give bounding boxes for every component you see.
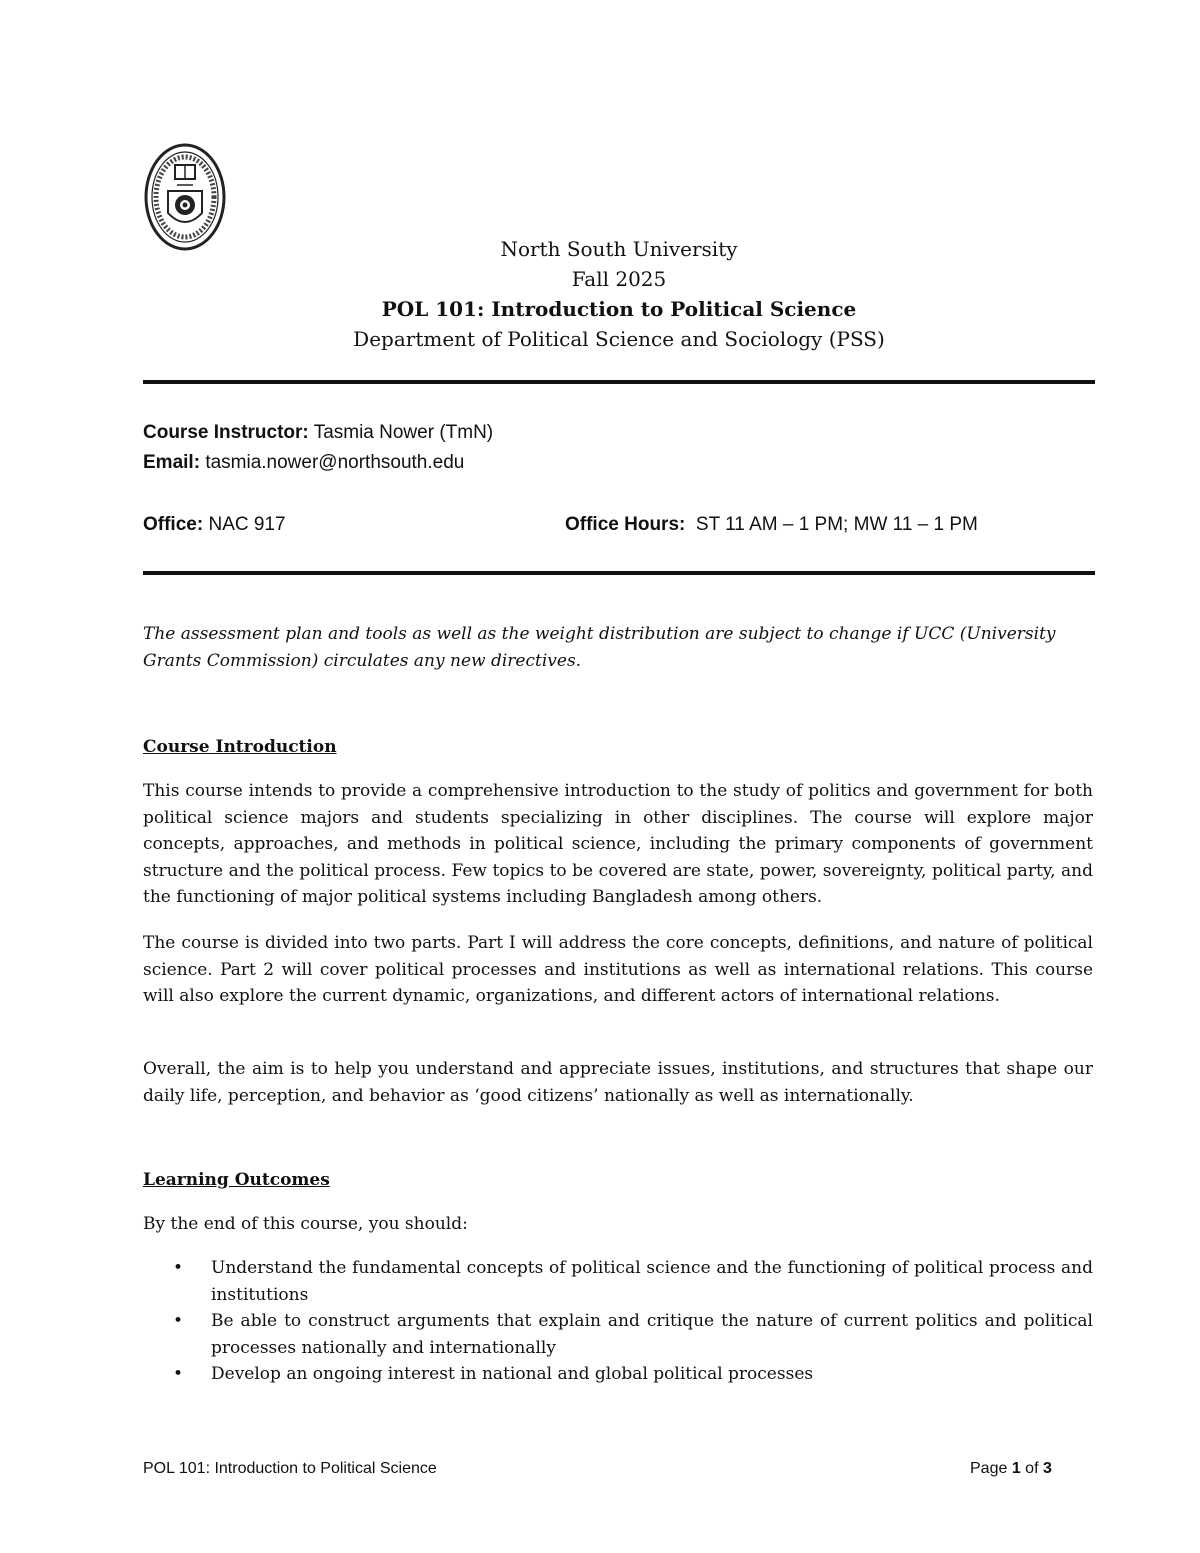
email-line bbox=[143, 452, 464, 474]
total-pages: 3 bbox=[1042, 1460, 1052, 1477]
office-hours-line bbox=[565, 514, 978, 536]
bullet-icon: • bbox=[173, 1364, 184, 1384]
list-item bbox=[143, 1308, 1093, 1361]
intro-paragraph-3: Overall, the aim is to help you understand and appreciate issues, institutions, and structures that shape our daily life, perception, and behavior as ‘good citizens’ nationally as well as internationally. bbox=[143, 1059, 1093, 1106]
bullet-icon: • bbox=[173, 1311, 184, 1331]
footer-course-title: POL 101: Introduction to Political Science bbox=[143, 1460, 437, 1477]
university-name: North South University bbox=[500, 237, 738, 261]
bottom-divider bbox=[143, 571, 1095, 575]
outcomes-lead: By the end of this course, you should: bbox=[143, 1214, 468, 1234]
course-title: POL 101: Introduction to Political Science bbox=[381, 297, 857, 321]
office-room: NAC 917 bbox=[208, 514, 286, 535]
instructor-line bbox=[143, 422, 493, 444]
list-item-text: Understand the fundamental concepts of political science and the functioning of political process and institutions bbox=[211, 1258, 1093, 1305]
outcomes-list bbox=[143, 1255, 1093, 1388]
office-hours-label: Office Hours: bbox=[565, 514, 686, 535]
course-introduction-heading: Course Introduction bbox=[143, 737, 337, 757]
list-item bbox=[143, 1361, 1093, 1388]
top-divider bbox=[143, 380, 1095, 384]
department-name: Department of Political Science and Sociology (PSS) bbox=[353, 327, 885, 351]
instructor-label: Course Instructor: bbox=[143, 422, 309, 443]
page-prefix: Page bbox=[970, 1460, 1012, 1477]
assessment-note: The assessment plan and tools as well as the weight distribution are subject to change if UCC (University Grants Commission) circulates any new directives. bbox=[143, 624, 1056, 671]
current-page: 1 bbox=[1011, 1460, 1021, 1477]
page-number bbox=[970, 1460, 1052, 1478]
intro-paragraph-1: This course intends to provide a comprehensive introduction to the study of politics and government for both political science majors and students specializing in other disciplines. The course will explore major concepts, approaches, and methods in political science, including the primary components of government structure and the political process. Few topics to be covered are state, power, sovereignty, political party, and the functioning of major political systems including Bangladesh among others. bbox=[143, 781, 1093, 907]
email-address[interactable]: tasmia.nower@northsouth.edu bbox=[205, 452, 465, 473]
office-label: Office: bbox=[143, 514, 204, 535]
list-item-text: Develop an ongoing interest in national and global political processes bbox=[211, 1364, 814, 1384]
list-item bbox=[143, 1255, 1093, 1308]
learning-outcomes-heading: Learning Outcomes bbox=[143, 1170, 330, 1190]
list-item-text: Be able to construct arguments that explain and critique the nature of current politics and political processes nationally and internationally bbox=[211, 1311, 1093, 1358]
office-line bbox=[143, 514, 286, 536]
document-header bbox=[143, 234, 1095, 354]
office-hours-value: ST 11 AM – 1 PM; MW 11 – 1 PM bbox=[695, 514, 978, 535]
page-of: of bbox=[1020, 1460, 1043, 1477]
intro-paragraph-2: The course is divided into two parts. Part I will address the core concepts, definitions, and nature of political science. Part 2 will cover political processes and institutions as well as international relations. This course will also explore the current dynamic, organizations, and different actors of international relations. bbox=[143, 933, 1093, 1006]
instructor-name: Tasmia Nower (TmN) bbox=[313, 422, 494, 443]
term: Fall 2025 bbox=[571, 267, 667, 291]
bullet-icon: • bbox=[173, 1258, 184, 1278]
email-label: Email: bbox=[143, 452, 201, 473]
